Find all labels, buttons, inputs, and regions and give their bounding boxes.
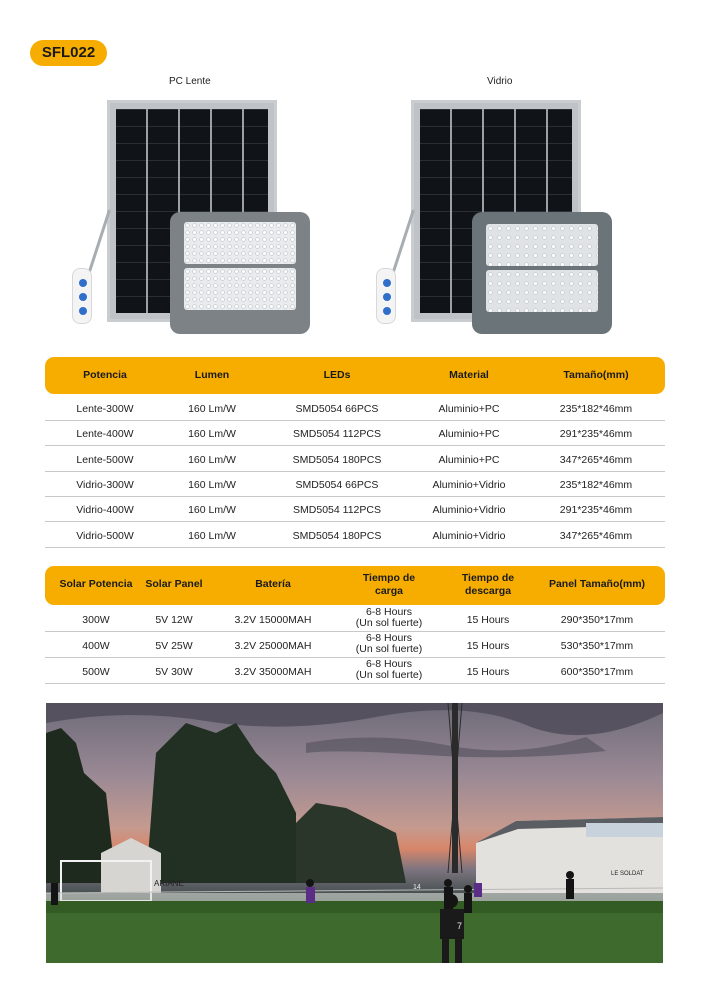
spec-table-row bbox=[45, 472, 665, 497]
spec-table-row bbox=[45, 523, 665, 548]
caption-vidrio: Vidrio bbox=[487, 76, 513, 87]
solar-cell: 3.2V 35000MAH bbox=[234, 666, 312, 678]
spec-cell: Aluminio+PC bbox=[438, 403, 500, 415]
spec-cell: SMD5054 180PCS bbox=[292, 453, 382, 466]
solar-table-row bbox=[45, 606, 665, 632]
col-leds: LEDs bbox=[323, 369, 351, 381]
solar-table-header bbox=[45, 566, 665, 605]
col-material: Material bbox=[449, 369, 489, 381]
sign-ariane: ARIANE bbox=[154, 879, 184, 888]
spec-cell: Lente-500W bbox=[76, 453, 134, 466]
col-tiempo-carga: Tiempo de carga bbox=[362, 572, 416, 597]
spec-cell: SMD5054 66PCS bbox=[295, 403, 379, 415]
spec-cell: 291*235*46mm bbox=[559, 504, 633, 517]
solar-cell: 6-8 Hours (Un sol fuerte) bbox=[355, 606, 423, 629]
spec-cell: Aluminio+PC bbox=[438, 453, 500, 466]
sign-le-soldat: LE SOLDAT bbox=[611, 871, 644, 877]
spec-cell: Aluminio+Vidrio bbox=[432, 529, 506, 542]
spec-cell: 291*235*46mm bbox=[559, 428, 633, 441]
solar-cell: 500W bbox=[82, 666, 110, 678]
solar-cell: 300W bbox=[82, 614, 110, 626]
spec-cell: SMD5054 112PCS bbox=[293, 428, 381, 441]
spec-cell: Vidrio-300W bbox=[76, 478, 134, 491]
spec-cell: 160 Lm/W bbox=[188, 428, 236, 441]
col-lumen: Lumen bbox=[194, 369, 230, 381]
col-panel-tamano: Panel Tamaño(mm) bbox=[548, 578, 646, 590]
spec-cell: 160 Lm/W bbox=[188, 529, 236, 542]
remote-control bbox=[72, 268, 92, 324]
spec-table-row bbox=[45, 497, 665, 522]
model-badge: SFL022 bbox=[30, 40, 107, 66]
spec-table-row bbox=[45, 421, 665, 446]
spec-cell: Vidrio-400W bbox=[76, 504, 134, 517]
spec-cell: 160 Lm/W bbox=[188, 453, 236, 466]
solar-cell: 6-8 Hours (Un sol fuerte) bbox=[355, 658, 423, 681]
solar-cell: 5V 12W bbox=[155, 614, 193, 626]
col-tiempo-descarga: Tiempo de descarga bbox=[461, 572, 515, 597]
spec-cell: Aluminio+Vidrio bbox=[432, 478, 506, 491]
spec-cell: Lente-300W bbox=[76, 403, 134, 415]
spec-cell: 160 Lm/W bbox=[188, 504, 236, 517]
product-image-pc-lente bbox=[70, 100, 370, 340]
spec-table-row bbox=[45, 447, 665, 472]
col-solar-panel: Solar Panel bbox=[145, 578, 203, 590]
spec-cell: 160 Lm/W bbox=[188, 478, 236, 491]
solar-cell: 3.2V 25000MAH bbox=[234, 640, 312, 652]
spec-cell: 235*182*46mm bbox=[559, 478, 633, 491]
solar-cell: 15 Hours bbox=[466, 614, 510, 626]
spec-cell: 235*182*46mm bbox=[559, 403, 633, 415]
spec-cell: Lente-400W bbox=[76, 428, 134, 441]
col-bateria: Batería bbox=[255, 578, 291, 590]
floodlight bbox=[472, 212, 612, 334]
solar-cell: 15 Hours bbox=[466, 640, 510, 652]
spec-cell: Aluminio+PC bbox=[438, 428, 500, 441]
spec-table-row bbox=[45, 396, 665, 421]
spec-cell: Aluminio+Vidrio bbox=[432, 504, 506, 517]
solar-cell: 290*350*17mm bbox=[560, 614, 634, 626]
solar-cell: 5V 30W bbox=[155, 666, 193, 678]
solar-cell: 600*350*17mm bbox=[560, 666, 634, 678]
solar-cell: 3.2V 15000MAH bbox=[234, 614, 312, 626]
solar-table-row bbox=[45, 658, 665, 684]
floodlight bbox=[170, 212, 310, 334]
solar-cell: 6-8 Hours (Un sol fuerte) bbox=[355, 632, 423, 655]
spec-cell: 160 Lm/W bbox=[188, 403, 236, 415]
solar-cell: 400W bbox=[82, 640, 110, 652]
solar-cell: 5V 25W bbox=[155, 640, 193, 652]
col-potencia: Potencia bbox=[83, 369, 127, 381]
caption-pc-lente: PC Lente bbox=[169, 76, 211, 87]
spec-cell: SMD5054 180PCS bbox=[292, 529, 382, 542]
remote-control bbox=[376, 268, 396, 324]
col-solar-potencia: Solar Potencia bbox=[59, 578, 133, 590]
spec-cell: 347*265*46mm bbox=[559, 529, 633, 542]
spec-table-header bbox=[45, 357, 665, 394]
solar-cell: 530*350*17mm bbox=[560, 640, 634, 652]
night-football-photo bbox=[46, 703, 663, 963]
solar-cell: 15 Hours bbox=[466, 666, 510, 678]
spec-cell: SMD5054 66PCS bbox=[295, 478, 379, 491]
jersey-number: 7 bbox=[457, 921, 463, 931]
col-tamano: Tamaño(mm) bbox=[563, 369, 629, 381]
jersey-number: 14 bbox=[413, 884, 421, 891]
product-image-vidrio bbox=[374, 100, 674, 340]
spec-cell: 347*265*46mm bbox=[559, 453, 633, 466]
spec-cell: Vidrio-500W bbox=[76, 529, 134, 542]
spec-cell: SMD5054 112PCS bbox=[293, 504, 381, 517]
solar-table-row bbox=[45, 632, 665, 658]
